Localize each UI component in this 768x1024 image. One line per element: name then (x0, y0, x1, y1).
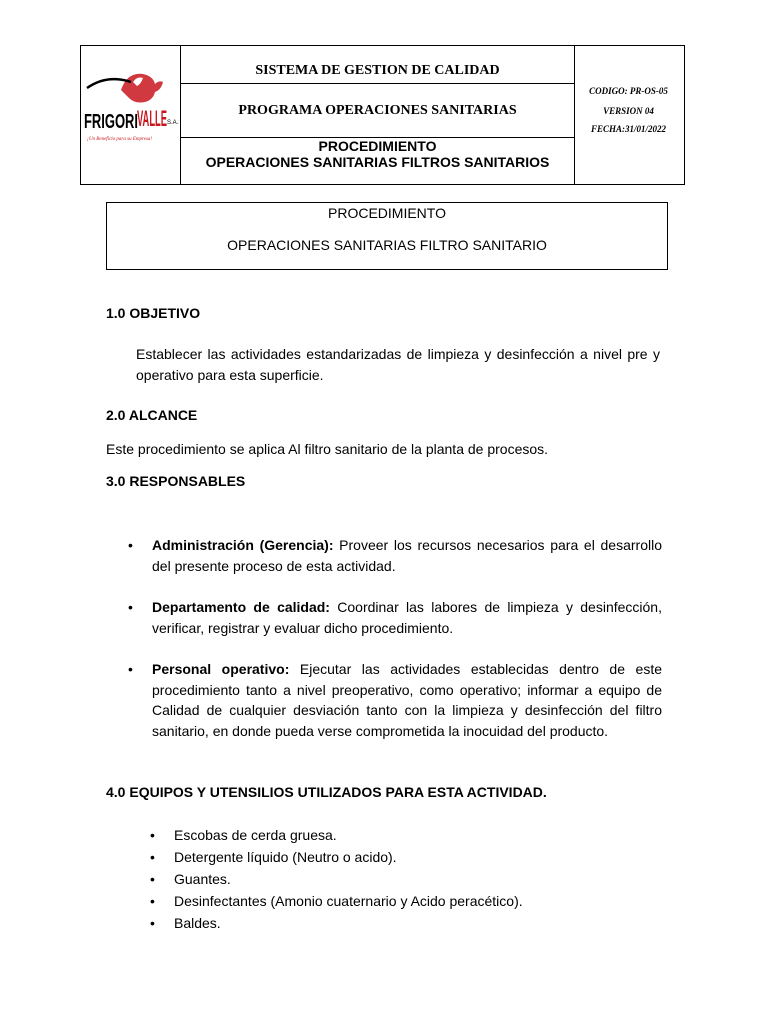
objetivo-text: Establecer las actividades estandarizadas de limpieza y desinfección a nivel pre y operativo para esta superficie. (136, 346, 660, 383)
system-title: SISTEMA DE GESTION DE CALIDAD (255, 63, 500, 78)
list-item (150, 868, 523, 890)
header-row-3 (181, 138, 574, 184)
list-item (150, 890, 523, 912)
heading-responsables: 3.0 RESPONSABLES (106, 473, 246, 489)
header-row-1 (181, 46, 574, 84)
document-date: FECHA:31/01/2022 (590, 124, 666, 134)
document-version: VERSION 04 (603, 106, 654, 116)
responsable-desc: Ejecutar las actividades establecidas dentro de este procedimiento tanto a nivel preoperativo, como operativo; informar a equipo de Calidad de cualquier desviación tanto con la limpieza y desinfección del filtro sanitario, en donde pueda verse comprometida la inocuidad del producto. (152, 661, 662, 739)
responsable-label: Administración (Gerencia): (152, 537, 334, 553)
bullet-icon: • (150, 871, 155, 887)
bullet-icon: • (150, 827, 155, 843)
bullet-icon: • (128, 537, 133, 553)
responsable-label: Departamento de calidad: (152, 599, 330, 615)
document-code: CODIGO: PR-OS-05 (589, 86, 668, 96)
list-item-text: Guantes. (174, 871, 231, 887)
list-item-text: Desinfectantes (Amonio cuaternario y Acido peracético). (174, 893, 523, 909)
heading-equipos: 4.0 EQUIPOS Y UTENSILIOS UTILIZADOS PARA ESTA ACTIVIDAD. (106, 784, 547, 800)
procedure-box (106, 202, 668, 270)
list-item-text: Escobas de cerda gruesa. (174, 827, 337, 843)
responsable-desc: Coordinar las labores de limpieza y desinfección, verificar, registrar y evaluar dicho procedimiento. (152, 599, 662, 636)
bullet-icon: • (150, 915, 155, 931)
header-row-2 (181, 84, 574, 138)
list-item (150, 824, 523, 846)
list-item (150, 912, 523, 934)
bullet-icon: • (150, 849, 155, 865)
bullet-icon: • (150, 893, 155, 909)
header-titles (181, 46, 575, 184)
responsable-label: Personal operativo: (152, 661, 290, 677)
heading-alcance: 2.0 ALCANCE (106, 407, 198, 423)
program-title: PROGRAMA OPERACIONES SANITARIAS (238, 103, 517, 118)
document-header (80, 45, 685, 185)
heading-objetivo: 1.0 OBJETIVO (106, 305, 201, 321)
logo-wordmark: FRIGORI (84, 111, 138, 133)
bullet-icon: • (128, 661, 133, 677)
procedure-title: OPERACIONES SANITARIAS FILTROS SANITARIOS (205, 154, 550, 170)
bullet-icon: • (128, 599, 133, 615)
procedure-box-title: OPERACIONES SANITARIAS FILTRO SANITARIO (227, 237, 547, 253)
logo-cell (81, 46, 181, 184)
list-item-text: Baldes. (174, 915, 221, 931)
svg-text:VALLE: VALLE (137, 106, 167, 131)
procedure-box-label: PROCEDIMIENTO (328, 205, 446, 221)
alcance-text: Este procedimiento se aplica Al filtro sanitario de la planta de procesos. (106, 441, 549, 457)
list-item-text: Detergente líquido (Neutro o acido). (174, 849, 397, 865)
responsable-desc: Proveer los recursos necesarios para el desarrollo del presente proceso de esta actividad. (152, 537, 662, 574)
list-item (150, 846, 523, 868)
procedure-label: PROCEDIMIENTO (318, 138, 437, 154)
document-codes (575, 46, 686, 184)
company-logo (81, 46, 179, 184)
svg-text:S.A.S: S.A. (167, 120, 179, 126)
equipos-list (150, 824, 523, 934)
logo-tagline: ¡Un Beneficio para su Empresa! (87, 137, 153, 142)
